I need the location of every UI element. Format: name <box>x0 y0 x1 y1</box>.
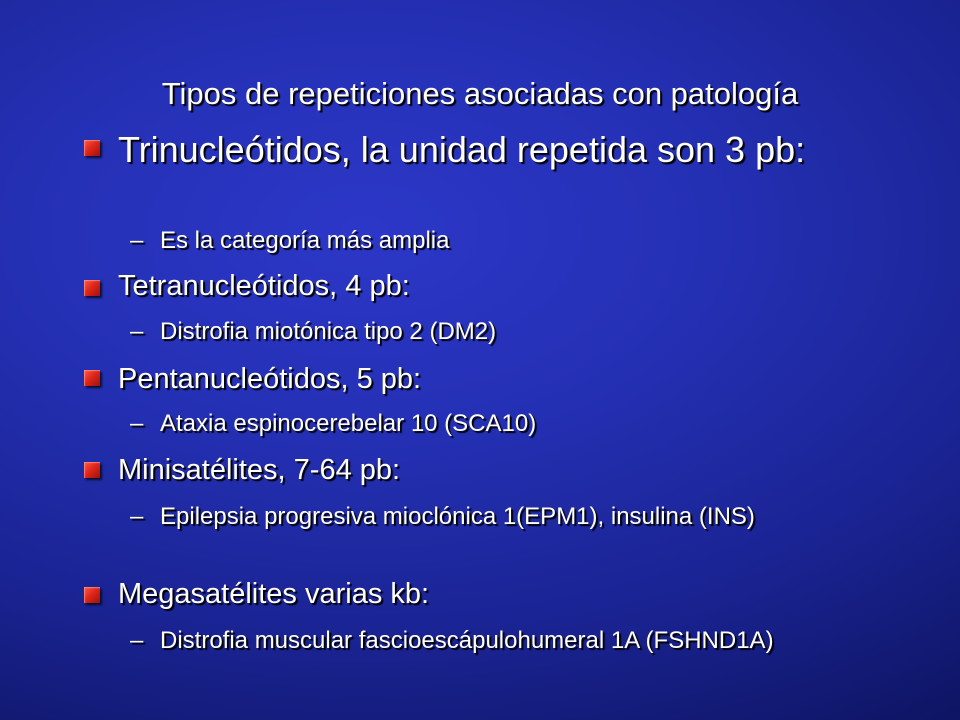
sub-item-megasatelites: Distrofia muscular fascioescápulohumeral 1A (FSHND1A) <box>160 627 774 654</box>
red-square-bullet-icon <box>84 140 100 156</box>
dash-icon: – <box>130 227 144 254</box>
slide-title: Tipos de repeticiones asociadas con patología <box>161 76 799 111</box>
red-square-bullet-icon <box>84 587 100 603</box>
dash-icon: – <box>130 318 144 345</box>
dash-icon: – <box>130 503 144 530</box>
list-item-trinucleotidos: Trinucleótidos, la unidad repetida son 3 pb: <box>118 129 806 170</box>
sub-item-pentanucleotidos: Ataxia espinocerebelar 10 (SCA10) <box>160 410 537 437</box>
list-item-minisatelites: Minisatélites, 7-64 pb: <box>118 454 401 486</box>
dash-icon: – <box>130 410 144 437</box>
red-square-bullet-icon <box>84 280 100 296</box>
sub-item-tetranucleotidos: Distrofia miotónica tipo 2 (DM2) <box>160 318 497 345</box>
list-item-megasatelites: Megasatélites varias kb: <box>118 578 430 610</box>
sub-item-minisatelites: Epilepsia progresiva mioclónica 1(EPM1), insulina (INS) <box>160 503 755 530</box>
red-square-bullet-icon <box>84 462 100 478</box>
dash-icon: – <box>130 627 144 654</box>
list-item-pentanucleotidos: Pentanucleótidos, 5 pb: <box>118 363 422 395</box>
sub-item-trinucleotidos: Es la categoría más amplia <box>160 227 450 254</box>
red-square-bullet-icon <box>84 370 100 386</box>
list-item-tetranucleotidos: Tetranucleótidos, 4 pb: <box>118 270 410 302</box>
